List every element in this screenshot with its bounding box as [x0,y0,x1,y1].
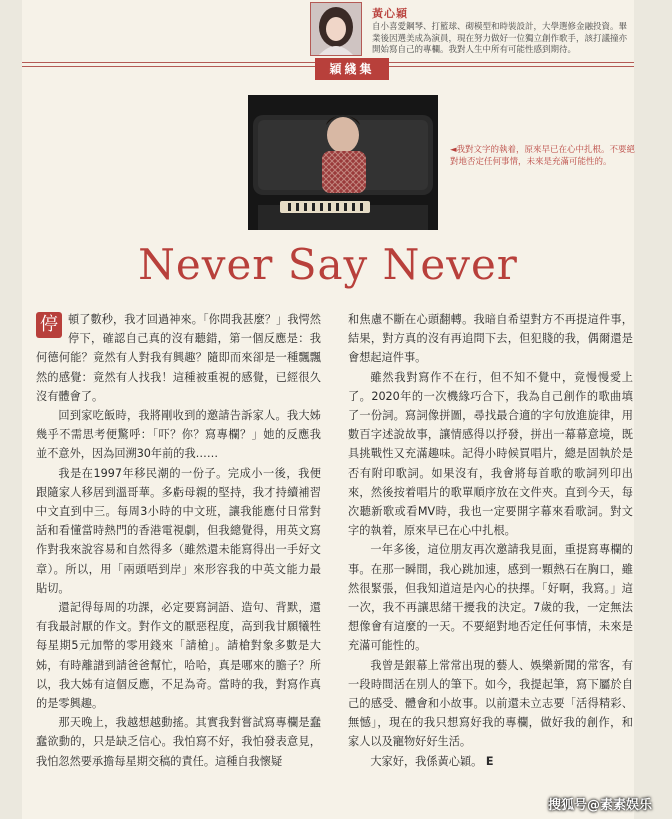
magazine-page [22,0,634,819]
paragraph: 和焦慮不斷在心頭翻轉。我暗自希望對方不再提這件事，結果，對方真的沒有再追問下去，但犯賤的我，偶爾還是會想起這件事。 [348,313,633,365]
paragraph: 回到家吃飯時，我將剛收到的邀請告訴家人。我大姊幾乎不需思考便驚呼：「吓？你？寫專欄？」她的反應我並不意外，因為回溯30年前的我…… [36,409,321,461]
paragraph: 一年多後，這位朋友再次邀請我見面，重提寫專欄的事。在那一瞬間，我心跳加速，感到一顆熱石在胸口，雖然很緊張，但我知道這是內心的抉擇。「好啊，我寫。」這一次，我不再讓思緒干擾我的決定。7歲的我，一定無法想像會有這麼的一天。不要絕對地否定任何事情，未來是充滿可能性的。 [348,543,633,653]
article-title: Never Say Never [138,240,518,289]
end-mark: E [485,754,494,768]
paragraph: 還記得每周的功課，必定要寫詞語、造句、背默，還有我最討厭的作文。對作文的厭惡程度，高到我甘願犧牲每星期5元加幣的零用錢來「請槍」。請槍對象多數是大姊，有時離譜到請爸爸幫忙，哈哈，真是哪來的膽子？所以，我大姊有這個反應，不足為奇。當時的我，對寫作真的是零興趣。 [36,601,321,711]
paragraph-text: 頓了數秒，我才回過神來。「你問我甚麼？」我愕然停下，確認自己真的沒有聽錯，第一個反應是：我何德何能？竟然有人對我有興趣？隨即而來卻是一種飄飄然的感覺：竟然有人找我！這種被重視的感覺，已經很久沒有體會了。 [36,313,321,403]
childhood-photo [248,95,438,230]
paragraph: 我是在1997年移民潮的一份子。完成小一後，我便跟隨家人移居到溫哥華。多虧母親的堅持，我才持續補習中文直到中三。每周3小時的中文班，讓我能應付日常對話和看懂當時熱門的香港電視劇，但我總覺得，用英文寫作對我來說容易和自然得多（雖然還未能寫得出一手好文章）。所以，用「兩頭唔到岸」來形容我的中英文能力最貼切。 [36,466,321,595]
closing-line: 大家好，我係黃心穎。 [370,754,483,768]
article-column-left [36,310,321,771]
author-name: 黃心穎 [372,7,408,20]
paragraph [348,752,633,771]
paragraph [36,310,321,406]
drop-cap: 停 [36,312,62,338]
paragraph: 那天晚上，我越想越動搖。其實我對嘗試寫專欄是蠢蠢欲動的，只是缺乏信心。我怕寫不好，我怕發表意見，我怕忽然要承擔每星期交稿的責任。這種自我懷疑 [36,716,321,768]
paragraph: 我曾是銀幕上常常出現的藝人、娛樂新聞的常客，有一段時間活在別人的筆下。如今，我提起筆，寫下屬於自己的感受、體會和小故事。以前還未立志要「活得精彩、無憾」，現在的我只想寫好我的專欄，做好我的創作，和家人以及寵物好好生活。 [348,658,633,749]
paragraph: 雖然我對寫作不在行，但不知不覺中，竟慢慢愛上了。2020年的一次機緣巧合下，我為自己創作的歌曲填了一份詞。寫詞像拼圖，尋找最合適的字句放進旋律，用數百字述說故事，讓情感得以抒發，拼出一幕幕意境，既具挑戰性又充滿趣味。記得小時候買唱片，總是固執於是否有附印歌詞。如果沒有，我會將每首歌的歌詞列印出來，然後按着唱片的歌單順序放在文件夾。直到今天，每次聽新歌或看MV時，我也一定要開字幕來看歌詞。對文字的執着，原來早已在心中扎根。 [348,370,633,538]
source-watermark: 搜狐号@素素娱乐 [547,798,652,813]
author-bio: 自小喜愛鋼琴、打籃球、砌模型和時裝設計，大學選修金融投資。畢業後因選美成為演員，現在努力做好一位獨立創作歌手，該打議撞亦開始寫自己的專欄。我對人生中所有可能性感到期待。 [372,22,628,55]
author-avatar [310,2,362,56]
column-badge: 穎綫集 [315,58,389,80]
photo-caption: ◄我對文字的執着，原來早已在心中扎根。不要絕對地否定任何事情，未來是充滿可能性的。 [450,145,636,167]
article-column-right [348,310,633,771]
